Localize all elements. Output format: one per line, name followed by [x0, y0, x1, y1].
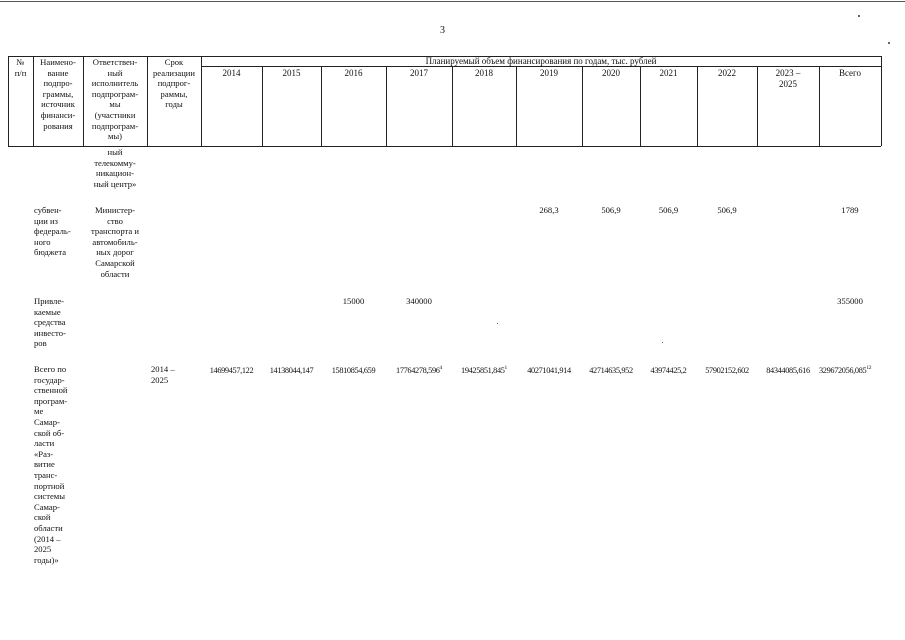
value-cell: 15810854,659: [331, 366, 376, 375]
header-funding: Планируемый объем финансирования по годам, тыс. рублей: [425, 56, 657, 66]
header-num: № п/п: [14, 57, 27, 78]
value-cell: 43974425,2: [650, 366, 687, 375]
scan-speck: [858, 15, 860, 17]
value-cell: 506,9: [717, 205, 737, 215]
year-2020: 2020: [602, 68, 620, 78]
top-rule: [0, 1, 905, 2]
year-2015: 2015: [282, 68, 301, 78]
year-2023-2025: 2023 – 2025: [775, 68, 801, 89]
col-line: [582, 66, 583, 146]
page-number: 3: [440, 25, 445, 36]
row-executor: Министер- ство транспорта и автомобиль- ных дорог Самарской области: [91, 205, 139, 279]
row-name: субвен- ции из федераль- ного бюджета: [34, 205, 71, 258]
year-2018: 2018: [475, 68, 493, 78]
scan-speck: [497, 323, 498, 324]
year-2022: 2022: [718, 68, 736, 78]
value-cell: 40271041,914: [527, 366, 571, 375]
col-line: [516, 66, 517, 146]
header-executor: Ответствен- ный исполнитель подпрограм- мы (участники подпрограм- мы): [91, 57, 139, 142]
value-cell: 329672056,085$^{12}$: [819, 365, 872, 375]
value-cell: 14138044,147: [269, 366, 314, 375]
row-executor: ный телекомму- никацион- ный центр»: [93, 147, 137, 189]
col-line: [819, 66, 820, 146]
year-2017: 2017: [410, 68, 428, 78]
row-name: Привле- каемые средства инвесто- ров: [34, 296, 66, 349]
scan-speck: [888, 42, 890, 44]
header-name: Наимено- вание подпро- граммы, источник финанси- рования: [40, 57, 76, 131]
value-cell: 57902152,602: [705, 366, 749, 375]
year-total: Всего: [838, 68, 862, 78]
value-cell: 17764278,596$^4$: [396, 365, 442, 375]
scan-speck: [662, 342, 663, 343]
col-line: [321, 66, 322, 146]
value-cell: 506,9: [658, 205, 679, 215]
col-line: [640, 66, 641, 146]
value-cell: 15000: [342, 296, 365, 306]
value-cell: 42714635,952: [589, 366, 633, 375]
col-line: [386, 66, 387, 146]
value-cell: 340000: [406, 296, 432, 306]
year-2021: 2021: [659, 68, 678, 78]
value-cell: 1789: [841, 205, 859, 215]
value-cell: 19425851,845$^1$: [461, 365, 507, 375]
row-name: Всего по государ- ственной програм- ме Самар- ской об- ласти «Раз- витие транс- портной системы Самар- ской области (2014 – 2025 годы)»: [34, 364, 68, 565]
value-cell: 268,3: [539, 205, 559, 215]
year-2016: 2016: [344, 68, 363, 78]
value-cell: 355000: [837, 296, 863, 306]
value-cell: 14699457,122: [209, 366, 254, 375]
value-cell: 506,9: [601, 205, 621, 215]
col-line: [881, 56, 882, 146]
header-term: Срок реализации подпрог- раммы, годы: [153, 57, 195, 110]
col-line: [697, 66, 698, 146]
col-line: [262, 66, 263, 146]
row-term: 2014 – 2025: [151, 364, 175, 385]
year-2019: 2019: [540, 68, 558, 78]
value-cell: 84344085,616: [766, 366, 810, 375]
col-line: [452, 66, 453, 146]
year-2014: 2014: [222, 68, 241, 78]
